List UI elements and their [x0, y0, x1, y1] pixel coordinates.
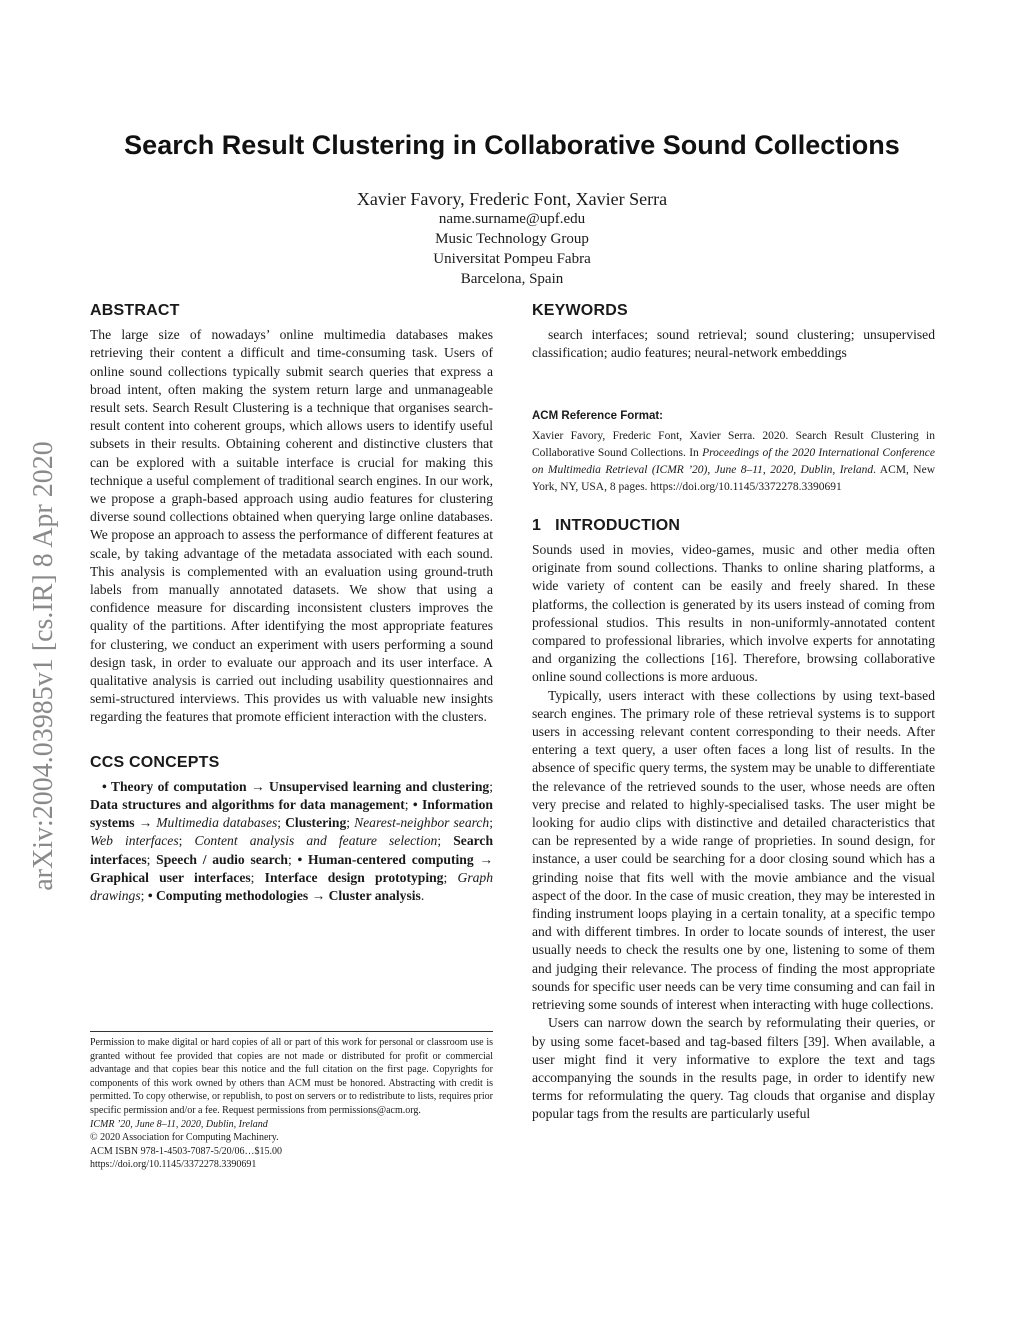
abstract-heading: ABSTRACT: [90, 302, 180, 319]
ccs-term: • Computing methodologies: [147, 888, 309, 904]
ccs-term: Nearest-neighbor search: [354, 815, 490, 831]
affiliation-university: Universitat Pompeu Fabra: [433, 251, 591, 267]
ccs-sep: ;: [489, 778, 493, 794]
ccs-sep: ;: [287, 851, 298, 867]
ccs-sep: ;: [140, 888, 148, 904]
acm-reference-heading: ACM Reference Format:: [532, 409, 663, 422]
ccs-sep: ;: [404, 797, 413, 813]
permission-text: Permission to make digital or hard copies of all or part of this work for personal or classroom use is granted without fee provided that copies are not made or distributed for profit or commercial advantage and that copies bear this notice and the full citation on the first page. Copyrights for components of this work owned by others than ACM must be honored. Abstracting with credit is permitted. To copy otherwise, or republish, to post on servers or to redistribute to lists, requires prior specific permission and/or a fee. Request permissions from permissions@acm.org.: [90, 1037, 493, 1116]
ccs-sep: .: [420, 888, 425, 904]
acm-reference-text: [532, 428, 935, 496]
ccs-term: Web interfaces: [90, 833, 179, 849]
ccs-term: Content analysis and feature selection: [194, 833, 438, 849]
section-title: INTRODUCTION: [555, 516, 681, 534]
acm-reference-proceedings: Proceedings of the 2020 International Conference on Multimedia Retrieval (ICMR ’20), June 8–11, 2020, Dublin, Ireland: [532, 446, 935, 476]
arxiv-stamp-text: arXiv:2004.03985v1 [cs.IR] 8 Apr 2020: [28, 441, 60, 891]
keywords-text: search interfaces; sound retrieval; sound clustering; unsupervised classification; audio features; neural-network embeddings: [532, 327, 935, 361]
acm-reference-part: . ACM, New York, NY, USA, 8 pages. https://doi.org/10.1145/3372278.3390691: [532, 463, 935, 493]
ccs-term: Multimedia databases: [156, 815, 278, 831]
ccs-concepts: [90, 778, 493, 905]
acm-reference-part: Xavier Favory, Frederic Font, Xavier Serra. 2020. Search Result Clustering in Collaborative Sound Collections. In: [532, 429, 935, 459]
ccs-term: Clustering: [285, 815, 347, 831]
doi-link[interactable]: https://doi.org/10.1145/3372278.3390691: [90, 1159, 257, 1171]
introduction-heading: [532, 517, 935, 535]
right-column: [532, 302, 935, 1124]
keywords-heading: KEYWORDS: [532, 302, 628, 319]
ccs-heading: CCS CONCEPTS: [90, 753, 220, 771]
authors: Xavier Favory, Frederic Font, Xavier Serra: [356, 189, 668, 209]
intro-paragraph-2: Typically, users interact with these collections by using text-based search engines. The primary role of these retrieval systems is to support users in accessing relevant content corresponding to their needs. After entering a text query, a user often faces a long list of results. In the absence of specific query terms, the system may be unable to differentiate the relevance of the retrieved sounds to the user, whose needs are often very precise and related to highly-specialised tasks. The user might be looking for audio clips with distinctive and detailed characteristics that can be represented by a wide range of proprieties. In sound design, for instance, a user could be searching for a door closing sound which has a grinding noise that fits well with the movie ambiance and the visual aspect of the door. In the case of music creation, they may be interested in finding instrument loops playing in a certain tonality, at a specific tempo and with different timbres. In order to locate sounds of interest, the user usually needs to check the results one by one, listening to some of them and judging their relevance. The process of finding the most appropriate sounds for specific user needs can be very time consuming and can fail in retrieving some sounds of interest when interacting with huge collections.: [532, 687, 935, 1013]
permission-footnote: [90, 1031, 493, 1172]
ccs-term: • Theory of computation: [102, 778, 247, 794]
ccs-term: Cluster analysis: [328, 888, 421, 904]
ccs-term: Search interfaces: [90, 833, 494, 867]
ccs-sep: →: [308, 888, 329, 904]
abstract-text: The large size of nowadays’ online multimedia databases makes retrieving their content a difficult and time-consuming task. Users of online sound collections typically submit search queries that express a broad intent, often making the system return large and unmanageable result sets. Search Result Clustering is a technique that organises search-result content into coherent groups, which allows users to identify useful subsets in their results. Obtaining coherent and distinctive clusters that can be explored with a suitable interface is crucial for making this technique a useful complement of traditional search engines. In our work, we propose a graph-based approach using audio features for clustering diverse sound collections obtained when querying large online databases. We propose an approach to assess the performance of different features at scale, by taking advantage of the metadata associated with each sound. This analysis is complemented with an evaluation using ground-truth labels from manually annotated datasets. We show that using a confidence measure for discarding inconsistent clusters improves the quality of the partitions. After identifying the most appropriate features for clustering, we conduct an experiment with users performing a sound design task, in order to evaluate our approach and its user interface. A qualitative analysis is carried out including usability questionnaires and semi-structured interviews. This provides us with valuable new insights regarding the features that promote efficient interaction with the clusters.: [90, 327, 493, 725]
author-email: name.surname@upf.edu: [438, 211, 586, 227]
ccs-sep: ;: [277, 815, 286, 831]
ccs-sep: →: [473, 851, 493, 867]
section-number: 1: [532, 516, 542, 534]
ccs-term: • Information systems: [90, 797, 493, 831]
affiliation-group: Music Technology Group: [435, 231, 589, 247]
ccs-term: Interface design prototyping: [264, 869, 444, 885]
ccs-term: Graph drawings: [90, 869, 493, 904]
ccs-term: Graphical user interfaces: [90, 869, 251, 885]
intro-paragraph-1: Sounds used in movies, video-games, music and other media often originate from sound collections. Thanks to online sharing platforms, a wide variety of content can be easily and freely shared. In these platforms, the collection is generated by its users instead of coming from professional studios. This results in non-uniformly-annotated content compared to professional libraries, which involve experts for annotating and organizing the collections [16]. Therefore, browsing collaborative online sound collections is more arduous.: [532, 542, 935, 685]
ccs-sep: ;: [443, 869, 458, 885]
ccs-sep: ;: [437, 833, 454, 849]
copyright-line: © 2020 Association for Computing Machinery.: [90, 1132, 279, 1144]
intro-paragraph-3: Users can narrow down the search by reformulating their queries, or by using some facet-based and tag-based filters [39]. When available, a user might find it very informative to explore the text and tags accompanying the sounds in the results page, in order to identify new terms for reformulating the query. Tag clouds that organise and display popular tags from the results are particularly useful: [532, 1015, 935, 1122]
ccs-term: Speech / audio search: [156, 851, 288, 867]
ccs-term: Data structures and algorithms for data management: [90, 797, 405, 813]
ccs-sep: →: [134, 815, 157, 831]
ccs-sep: ;: [146, 851, 157, 867]
arxiv-stamp: [24, 370, 64, 962]
ccs-sep: ;: [489, 815, 494, 831]
ccs-sep: ;: [250, 869, 265, 885]
ccs-sep: →: [246, 778, 270, 794]
venue-line: ICMR ’20, June 8–11, 2020, Dublin, Ireland: [90, 1118, 268, 1130]
left-column: [90, 302, 493, 905]
affiliation-block: [0, 209, 1024, 289]
ccs-term: Unsupervised learning and clustering: [269, 778, 490, 794]
paper-title: Search Result Clustering in Collaborative Sound Collections: [124, 130, 900, 160]
ccs-sep: ;: [178, 833, 195, 849]
ccs-term: • Human-centered computing: [297, 851, 474, 867]
ccs-sep: ;: [346, 815, 355, 831]
affiliation-location: Barcelona, Spain: [460, 271, 564, 287]
isbn-line: ACM ISBN 978-1-4503-7087-5/20/06…$15.00: [90, 1145, 282, 1157]
